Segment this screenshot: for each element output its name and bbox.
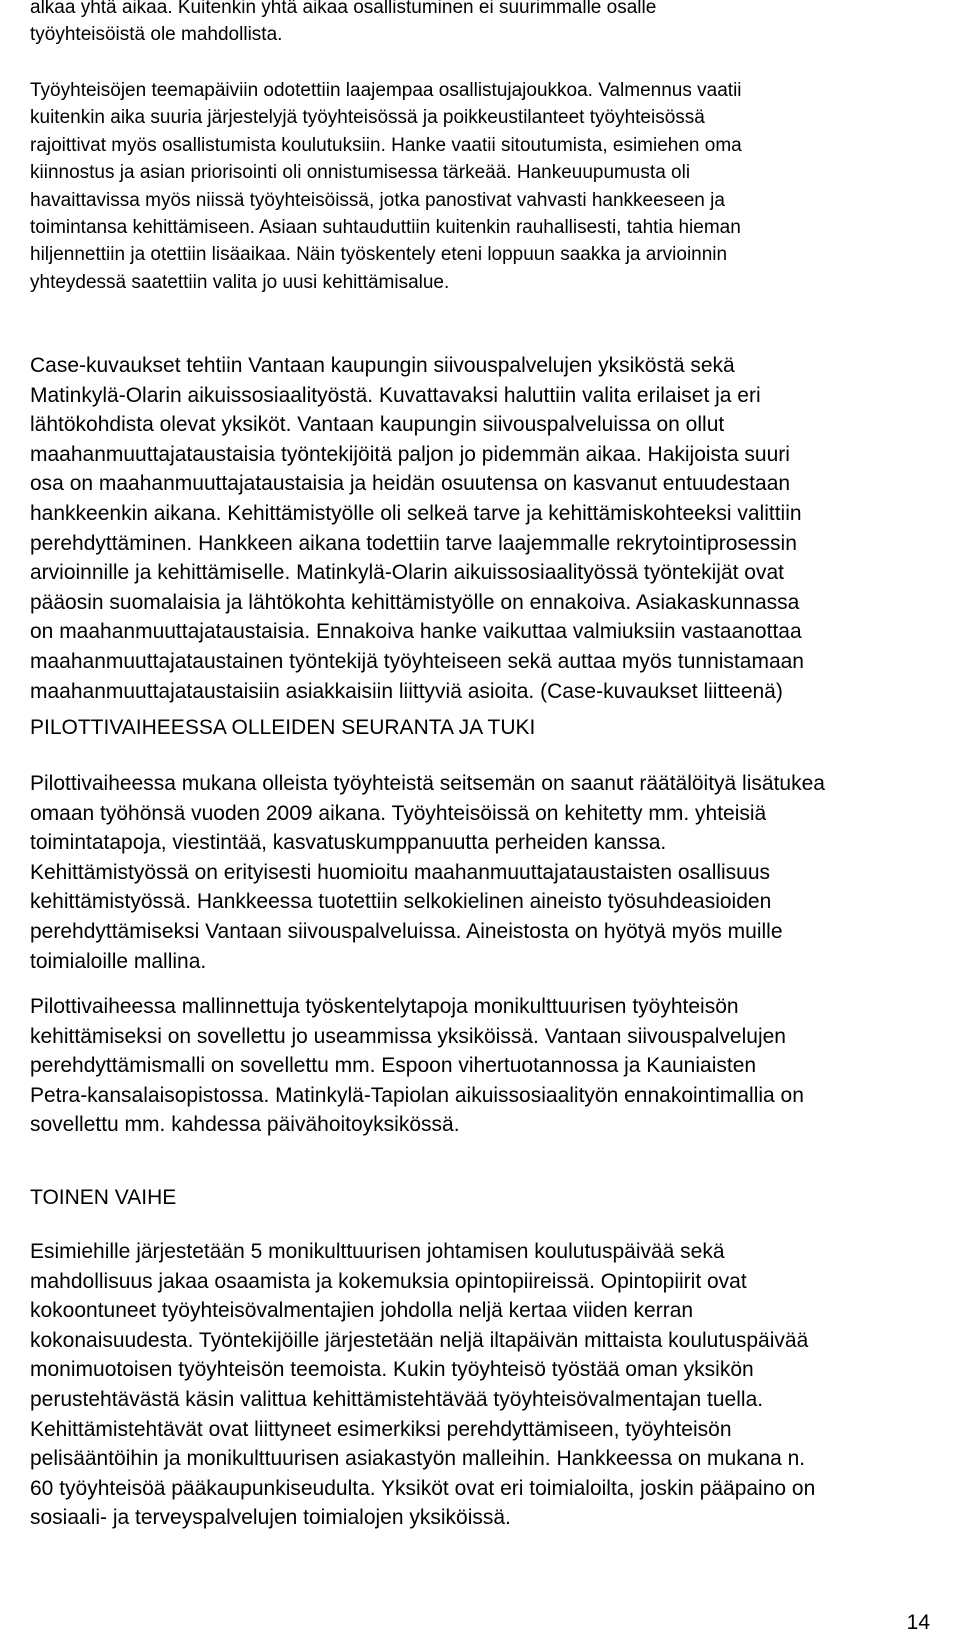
- text-line: toimintatapoja, viestintää, kasvatuskumppanuutta perheiden kanssa.: [30, 831, 667, 855]
- text-line: Pilottivaiheessa mukana olleista työyhteistä seitsemän on saanut räätälöityä lisätukea: [30, 772, 825, 795]
- text-line: Petra-kansalaisopistossa. Matinkylä-Tapiolan aikuissosiaalityön ennakointimallia on: [30, 1083, 804, 1107]
- paragraph-pilot-models: [30, 992, 804, 1140]
- text-line: maahanmuuttajataustaisia työntekijöitä paljon jo pidemmän aikaa. Hakijoista suuri: [30, 442, 790, 466]
- paragraph-case-descriptions: [30, 351, 804, 706]
- paragraph-intro-continuation: [30, 0, 656, 49]
- text-line: kokoontuneet työyhteisövalmentajien johdolla neljä kertaa viiden kerran: [30, 1299, 694, 1323]
- text-line: arvioinnille ja kehittämiselle. Matinkylä-Olarin aikuissosiaalityössä työntekijät ovat: [30, 561, 784, 585]
- text-line: kiinnostus ja asian priorisointi oli onnistumisessa tärkeää. Hankeuupumusta oli: [30, 162, 691, 184]
- text-line: työyhteisöistä ole mahdollista.: [30, 24, 283, 46]
- text-line: Kehittämistyössä on erityisesti huomioitu maahanmuuttajataustaisten osallisuus: [30, 860, 771, 884]
- text-line: maahanmuuttajataustainen työntekijä työyhteiseen sekä auttaa myös tunnistamaan: [30, 649, 804, 673]
- section-heading-second-phase: TOINEN VAIHE: [30, 1186, 177, 1209]
- paragraph-pilot-support: [30, 769, 825, 976]
- text-line: toimialoille mallina.: [30, 949, 207, 973]
- text-line: toimintansa kehittämiseen. Asiaan suhtauduttiin kuitenkin rauhallisesti, tahtia hieman: [30, 217, 741, 239]
- text-line: kokonaisuudesta. Työntekijöille järjestetään neljä iltapäivän mittaista koulutuspäivää: [30, 1328, 809, 1352]
- text-line: sovellettu mm. kahdessa päivähoitoyksikössä.: [30, 1113, 460, 1137]
- text-line: on maahanmuuttajataustaisia. Ennakoiva hanke vaikuttaa valmiuksiin vastaanottaa: [30, 620, 802, 644]
- text-line: kuitenkin aika suuria järjestelyjä työyhteisössä ja poikkeustilanteet työyhteisössä: [30, 107, 705, 129]
- page-number: 14: [906, 1611, 930, 1634]
- text-line: Case-kuvaukset tehtiin Vantaan kaupungin siivouspalvelujen yksiköstä sekä: [30, 354, 735, 377]
- text-line: havaittavissa myös niissä työyhteisöissä, jotka panostivat vahvasti hankkeeseen ja: [30, 189, 725, 211]
- paragraph-second-phase: [30, 1237, 815, 1533]
- text-line: perehdyttäminen. Hankkeen aikana todettiin tarve laajemmalle rekrytointiprosessin: [30, 531, 797, 555]
- text-line: mahdollisuus jakaa osaamista ja kokemuksia opintopiireissä. Opintopiirit ovat: [30, 1269, 747, 1293]
- text-line: perustehtävästä käsin valittua kehittämistehtävää työyhteisövalmentajan tuella.: [30, 1387, 764, 1411]
- text-line: lähtökohdista olevat yksiköt. Vantaan kaupungin siivouspalveluissa on ollut: [30, 413, 725, 437]
- text-line: osa on maahanmuuttajataustaisia ja heidän osuutensa on kasvanut entuudestaan: [30, 472, 791, 496]
- text-line: sosiaali- ja terveyspalvelujen toimialojen yksiköissä.: [30, 1506, 511, 1530]
- text-line: monimuotoisen työyhteisön teemoista. Kukin työyhteisö työstää oman yksikön: [30, 1358, 754, 1382]
- text-line: alkaa yhtä aikaa. Kuitenkin yhtä aikaa osallistuminen ei suurimmalle osalle: [30, 0, 657, 18]
- text-line: Työyhteisöjen teemapäiviin odotettiin laajempaa osallistujajoukkoa. Valmennus vaatii: [30, 80, 742, 101]
- text-line: hiljennettiin ja otettiin lisäaikaa. Näin työskentely eteni loppuun saakka ja arvioinnin: [30, 244, 728, 266]
- paragraph-theme-days: [30, 77, 742, 296]
- text-line: perehdyttämismalli on sovellettu mm. Espoon vihertuotannossa ja Kauniaisten: [30, 1054, 757, 1078]
- text-line: kehittämiseksi on sovellettu jo useammissa yksiköissä. Vantaan siivouspalvelujen: [30, 1024, 786, 1048]
- text-line: Esimiehille järjestetään 5 monikulttuurisen johtamisen koulutuspäivää sekä: [30, 1240, 725, 1263]
- section-heading-pilot-followup: PILOTTIVAIHEESSA OLLEIDEN SEURANTA JA TUKI: [30, 716, 536, 739]
- text-line: maahanmuuttajataustaisiin asiakkaisiin liittyviä asioita. (Case-kuvaukset liitteenä): [30, 679, 783, 703]
- text-line: yhteydessä saatettiin valita jo uusi kehittämisalue.: [30, 271, 450, 293]
- text-line: Kehittämistehtävät ovat liittyneet esimerkiksi perehdyttämiseen, työyhteisön: [30, 1417, 732, 1441]
- text-line: rajoittivat myös osallistumista koulutuksiin. Hanke vaatii sitoutumista, esimiehen oma: [30, 134, 742, 156]
- text-line: perehdyttämiseksi Vantaan siivouspalveluissa. Aineistosta on hyötyä myös muille: [30, 919, 783, 943]
- text-line: kehittämistyössä. Hankkeessa tuotettiin selkokielinen aineisto työsuhdeasioiden: [30, 890, 772, 914]
- text-line: pelisääntöihin ja monikulttuurisen asiakastyön malleihin. Hankkeessa on mukana n.: [30, 1447, 806, 1471]
- text-line: Matinkylä-Olarin aikuissosiaalityöstä. Kuvattavaksi haluttiin valita erilaiset ja eri: [30, 383, 761, 407]
- text-line: 60 työyhteisöä pääkaupunkiseudulta. Yksiköt ovat eri toimialoilta, joskin pääpaino on: [30, 1476, 816, 1500]
- text-line: Pilottivaiheessa mallinnettuja työskentelytapoja monikulttuurisen työyhteisön: [30, 995, 739, 1018]
- text-line: pääosin suomalaisia ja lähtökohta kehittämistyölle on ennakoiva. Asiakaskunnassa: [30, 590, 800, 614]
- text-line: hankkeenkin aikana. Kehittämistyölle oli selkeä tarve ja kehittämiskohteeksi valittiin: [30, 501, 802, 525]
- text-line: omaan työhönsä vuoden 2009 aikana. Työyhteisöissä on kehitetty mm. yhteisiä: [30, 801, 767, 825]
